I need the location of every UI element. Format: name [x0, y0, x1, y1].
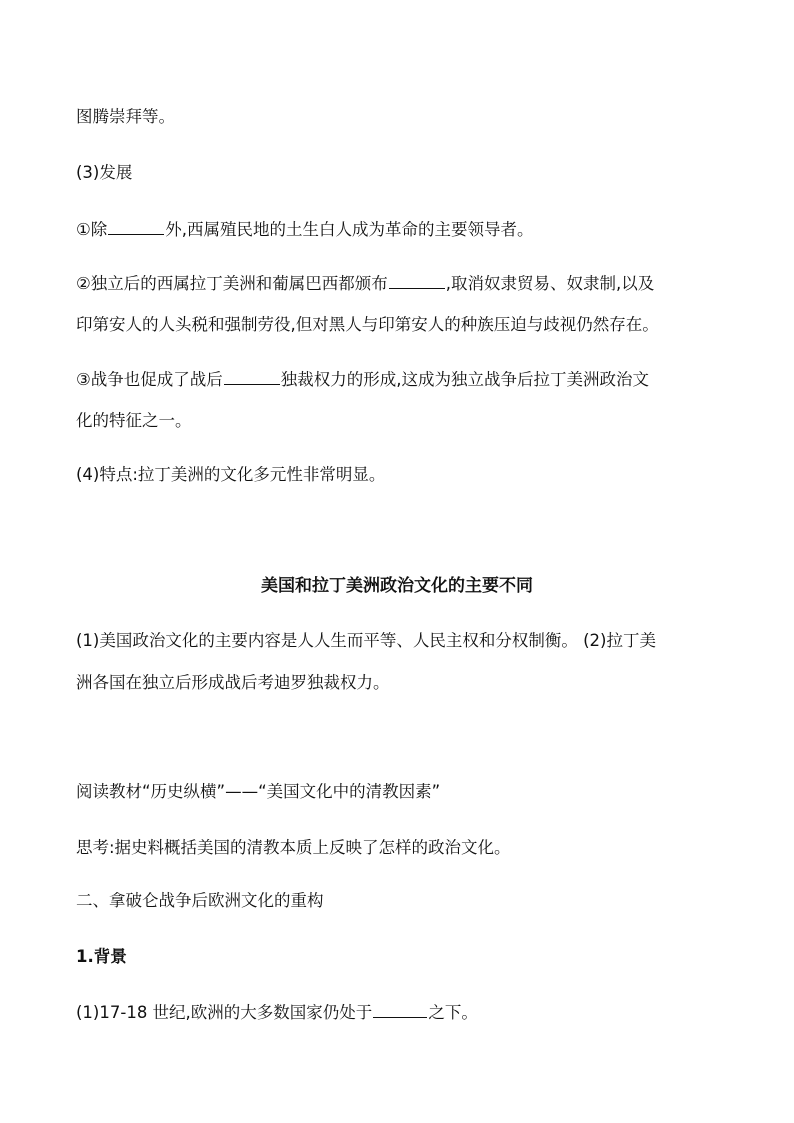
- text-line-7: 化的特征之一。: [76, 411, 192, 430]
- fill-blank: [373, 1001, 427, 1018]
- text-before-blank: (1)17-18 世纪,欧洲的大多数国家仍处于: [76, 1003, 373, 1022]
- section-title: 美国和拉丁美洲政治文化的主要不同: [261, 576, 533, 596]
- text-after-blank: 之下。: [428, 1003, 478, 1022]
- text-line-fill-1: [76, 218, 726, 241]
- diff-line-1: (1)美国政治文化的主要内容是人人生而平等、人民主权和分权制衡。 (2)拉丁美: [76, 631, 656, 650]
- text-line-5: 印第安人的人头税和强制劳役,但对黑人与印第安人的种族压迫与歧视仍然存在。: [76, 315, 659, 334]
- text-line-fill-3: [76, 368, 726, 391]
- subheading-development: (3)发展: [76, 163, 133, 182]
- thinking-question: 思考:据史料概括美国的清教本质上反映了怎样的政治文化。: [76, 838, 511, 857]
- fill-blank: [224, 368, 280, 385]
- text-before-blank: ②独立后的西属拉丁美洲和葡属巴西都颁布: [76, 274, 388, 293]
- text-line-fill-2: [76, 272, 726, 295]
- text-line-8: (4)特点:拉丁美洲的文化多元性非常明显。: [76, 465, 386, 484]
- text-after-blank: ,取消奴隶贸易、奴隶制,以及: [445, 274, 655, 293]
- fill-blank: [108, 218, 164, 235]
- background-heading: 1.背景: [76, 947, 127, 966]
- text-before-blank: ③战争也促成了战后: [76, 370, 223, 389]
- text-before-blank: ①除: [76, 220, 108, 239]
- diff-line-2: 洲各国在独立后形成战后考迪罗独裁权力。: [76, 673, 390, 692]
- background-item: [76, 1001, 726, 1024]
- text-after-blank: 独裁权力的形成,这成为独立战争后拉丁美洲政治文: [280, 370, 650, 389]
- text-after-blank: 外,西属殖民地的土生白人成为革命的主要领导者。: [165, 220, 534, 239]
- reading-prompt: 阅读教材“历史纵横”——“美国文化中的清教因素”: [76, 782, 441, 801]
- fill-blank: [389, 272, 445, 289]
- part-two-heading: 二、拿破仑战争后欧洲文化的重构: [76, 891, 324, 910]
- text-line-1: 图腾崇拜等。: [76, 107, 175, 126]
